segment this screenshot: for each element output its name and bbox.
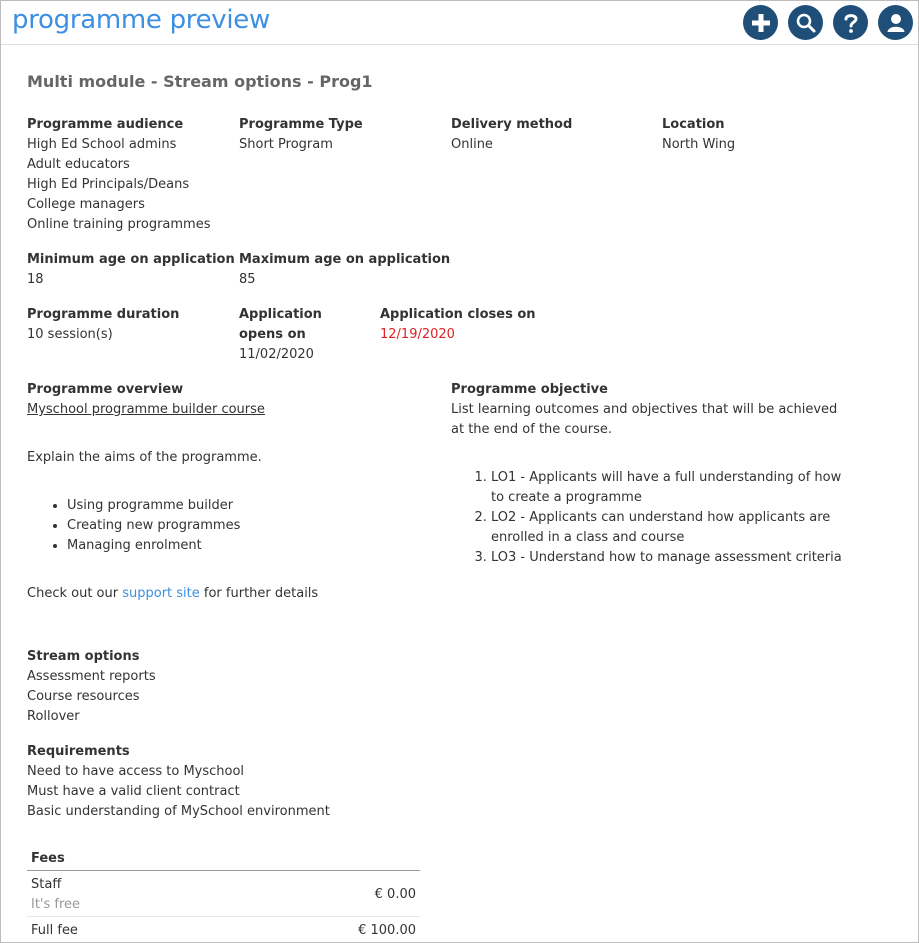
streams-label: Stream options — [27, 649, 140, 664]
max-age-section — [239, 250, 469, 290]
delivery-value: Online — [451, 137, 493, 152]
max-age-label: Maximum age on application — [239, 252, 451, 267]
fee-amount: € 0.00 — [374, 887, 416, 902]
streams-section — [27, 647, 437, 727]
objective-list — [451, 468, 851, 568]
requirement-value: Need to have access to Myschool — [27, 764, 245, 779]
audience-value: College managers — [27, 197, 145, 212]
max-age-value: 85 — [239, 272, 256, 287]
list-item: • Using programme builder — [67, 496, 437, 516]
page-title: programme preview — [12, 5, 270, 35]
audience-value: High Ed School admins — [27, 137, 177, 152]
user-button[interactable] — [878, 5, 913, 40]
audience-section — [27, 115, 237, 235]
help-icon — [840, 11, 862, 35]
fees-header: Fees — [27, 841, 420, 871]
opens-section — [239, 305, 369, 365]
delivery-section — [451, 115, 661, 155]
opens-value: 11/02/2020 — [239, 347, 314, 362]
support-site-link[interactable]: support site — [122, 586, 200, 601]
aims-text: Explain the aims of the programme. — [27, 450, 262, 465]
list-item: 1. LO1 - Applicants will have a full understanding of how to create a programme — [491, 468, 851, 508]
audience-label: Programme audience — [27, 117, 184, 132]
duration-label: Programme duration — [27, 307, 180, 322]
add-icon — [750, 12, 772, 34]
audience-value: Adult educators — [27, 157, 130, 172]
list-item: • Creating new programmes — [67, 516, 437, 536]
closes-section — [380, 305, 590, 345]
support-suffix: for further details — [203, 586, 319, 601]
duration-value: 10 session(s) — [27, 327, 113, 342]
stream-value: Assessment reports — [27, 669, 156, 684]
support-prefix: Check out our — [27, 586, 119, 601]
stream-value: Course resources — [27, 689, 140, 704]
fees-table — [27, 841, 420, 943]
requirement-value: Basic understanding of MySchool environment — [27, 804, 330, 819]
type-value: Short Program — [239, 137, 333, 152]
stream-value: Rollover — [27, 709, 80, 724]
requirements-section — [27, 742, 437, 822]
location-value: North Wing — [662, 137, 736, 152]
top-bar — [1, 1, 918, 45]
table-row — [27, 871, 420, 917]
objective-label: Programme objective — [451, 382, 608, 397]
type-section — [239, 115, 449, 155]
overview-section — [27, 380, 437, 604]
fee-name: Staff — [31, 877, 62, 892]
min-age-section — [27, 250, 237, 290]
closes-label: Application closes on — [380, 307, 536, 322]
opens-label: opens on — [239, 327, 306, 342]
search-button[interactable] — [788, 5, 823, 40]
list-item: • Managing enrolment — [67, 536, 437, 556]
overview-bullets — [27, 496, 437, 556]
support-text — [27, 584, 437, 604]
location-label: Location — [662, 117, 725, 132]
type-label: Programme Type — [239, 117, 363, 132]
min-age-label: Minimum age on application — [27, 252, 235, 267]
objective-text: List learning outcomes and objectives that will be achieved at the end of the course. — [451, 402, 838, 437]
add-button[interactable] — [743, 5, 778, 40]
opens-label: Application — [239, 307, 322, 322]
fee-amount: € 100.00 — [358, 923, 416, 938]
list-item: 2. LO2 - Applicants can understand how applicants are enrolled in a class and course — [491, 508, 851, 548]
closes-value: 12/19/2020 — [380, 327, 455, 342]
course-link[interactable]: Myschool programme builder course — [27, 402, 265, 417]
requirement-value: Must have a valid client contract — [27, 784, 240, 799]
overview-label: Programme overview — [27, 382, 184, 397]
fee-name: Full fee — [31, 923, 78, 938]
help-button[interactable] — [833, 5, 868, 40]
list-item: 3. LO3 - Understand how to manage assessment criteria — [491, 548, 851, 568]
search-icon — [795, 12, 817, 34]
objective-section — [451, 380, 851, 568]
audience-value: High Ed Principals/Deans — [27, 177, 190, 192]
location-section — [662, 115, 872, 155]
delivery-label: Delivery method — [451, 117, 573, 132]
requirements-label: Requirements — [27, 744, 130, 759]
min-age-value: 18 — [27, 272, 44, 287]
audience-value: Online training programmes — [27, 217, 211, 232]
duration-section — [27, 305, 237, 345]
programme-title: Multi module - Stream options - Prog1 — [27, 72, 373, 91]
fee-note: It's free — [31, 897, 81, 912]
table-row — [27, 917, 420, 943]
user-icon — [885, 12, 907, 34]
